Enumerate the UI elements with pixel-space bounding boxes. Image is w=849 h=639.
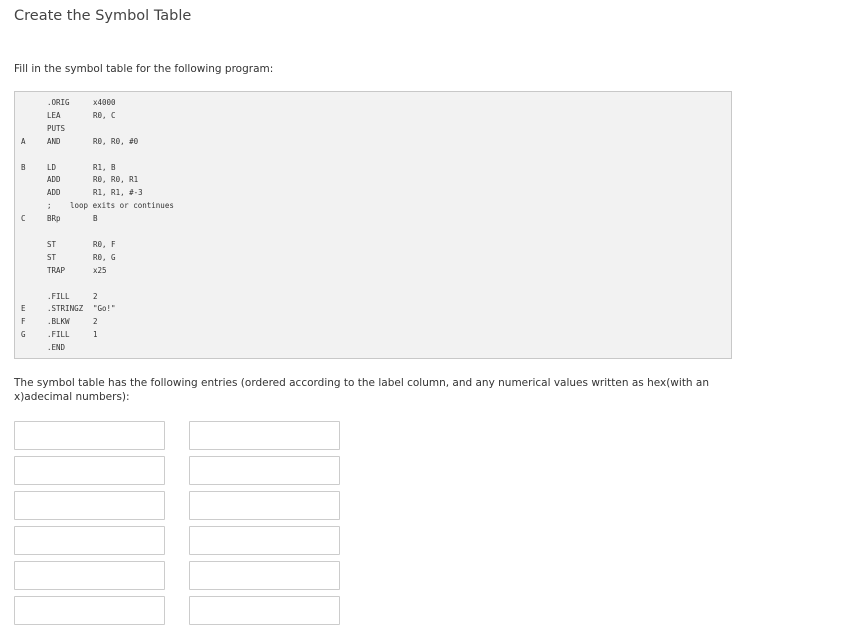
symbol-address-input[interactable] — [189, 491, 340, 520]
code-line-operands: loop exits or continues — [70, 201, 174, 211]
code-line-operands: 1 — [93, 330, 98, 340]
code-line-operands: x4000 — [93, 98, 116, 107]
result-description: The symbol table has the following entries (ordered according to the label column, and any numerical values written as hex(with an x)adecimal numbers): — [14, 377, 710, 403]
code-line-opcode: ST — [47, 239, 57, 249]
code-line-operands: R1, R1, #-3 — [93, 188, 143, 198]
code-line-opcode: LD — [47, 162, 57, 172]
symbol-address-input[interactable] — [189, 526, 340, 555]
symbol-address-input[interactable] — [189, 421, 340, 450]
code-line-operands: "Go!" — [93, 304, 116, 314]
symbol-label-input[interactable] — [14, 421, 165, 450]
code-line-operands: R0, C — [93, 110, 116, 120]
code-line-operands: 2 — [93, 317, 98, 327]
code-line-label: A — [21, 136, 26, 146]
code-line-operands: x25 — [93, 265, 107, 275]
code-line-opcode: LEA — [47, 110, 61, 120]
symbol-label-input[interactable] — [14, 456, 165, 485]
symbol-label-input[interactable] — [14, 596, 165, 625]
code-line-opcode: BRp — [47, 214, 61, 224]
instruction-text: Fill in the symbol table for the following program: — [14, 63, 274, 75]
code-line-operands: B — [93, 214, 98, 224]
symbol-label-input[interactable] — [14, 526, 165, 555]
code-line-operands: R1, B — [93, 162, 116, 172]
symbol-label-input[interactable] — [14, 491, 165, 520]
code-line-operands: R0, G — [93, 252, 116, 262]
code-line-label: B — [21, 162, 26, 172]
code-line-opcode: .END — [47, 343, 66, 353]
symbol-address-input[interactable] — [189, 456, 340, 485]
code-line-opcode: .BLKW — [47, 317, 70, 327]
code-line-opcode: ; — [47, 201, 52, 211]
page-title: Create the Symbol Table — [14, 8, 192, 24]
code-line-opcode: .FILL — [47, 330, 70, 340]
code-line-opcode: PUTS — [47, 123, 66, 133]
code-line-opcode: ADD — [47, 188, 61, 198]
code-line-opcode: TRAP — [47, 265, 66, 275]
code-line-operands: 2 — [93, 291, 98, 301]
code-line-operands: R0, R0, #0 — [93, 136, 139, 146]
code-line-opcode: ADD — [47, 175, 61, 185]
code-line-opcode: .ORIG — [47, 98, 70, 107]
code-line-operands: R0, F — [93, 239, 116, 249]
code-line-opcode: .STRINGZ — [47, 304, 84, 314]
code-line-label: G — [21, 330, 26, 340]
code-line-operands: R0, R0, R1 — [93, 175, 139, 185]
symbol-address-input[interactable] — [189, 596, 340, 625]
code-line-label: F — [21, 317, 26, 327]
code-line-opcode: AND — [47, 136, 61, 146]
code-line-label: C — [21, 214, 26, 224]
code-line-opcode: .FILL — [47, 291, 70, 301]
code-line-opcode: ST — [47, 252, 57, 262]
code-line-label: E — [21, 304, 26, 314]
symbol-address-input[interactable] — [189, 561, 340, 590]
program-code-box — [14, 91, 732, 359]
symbol-label-input[interactable] — [14, 561, 165, 590]
